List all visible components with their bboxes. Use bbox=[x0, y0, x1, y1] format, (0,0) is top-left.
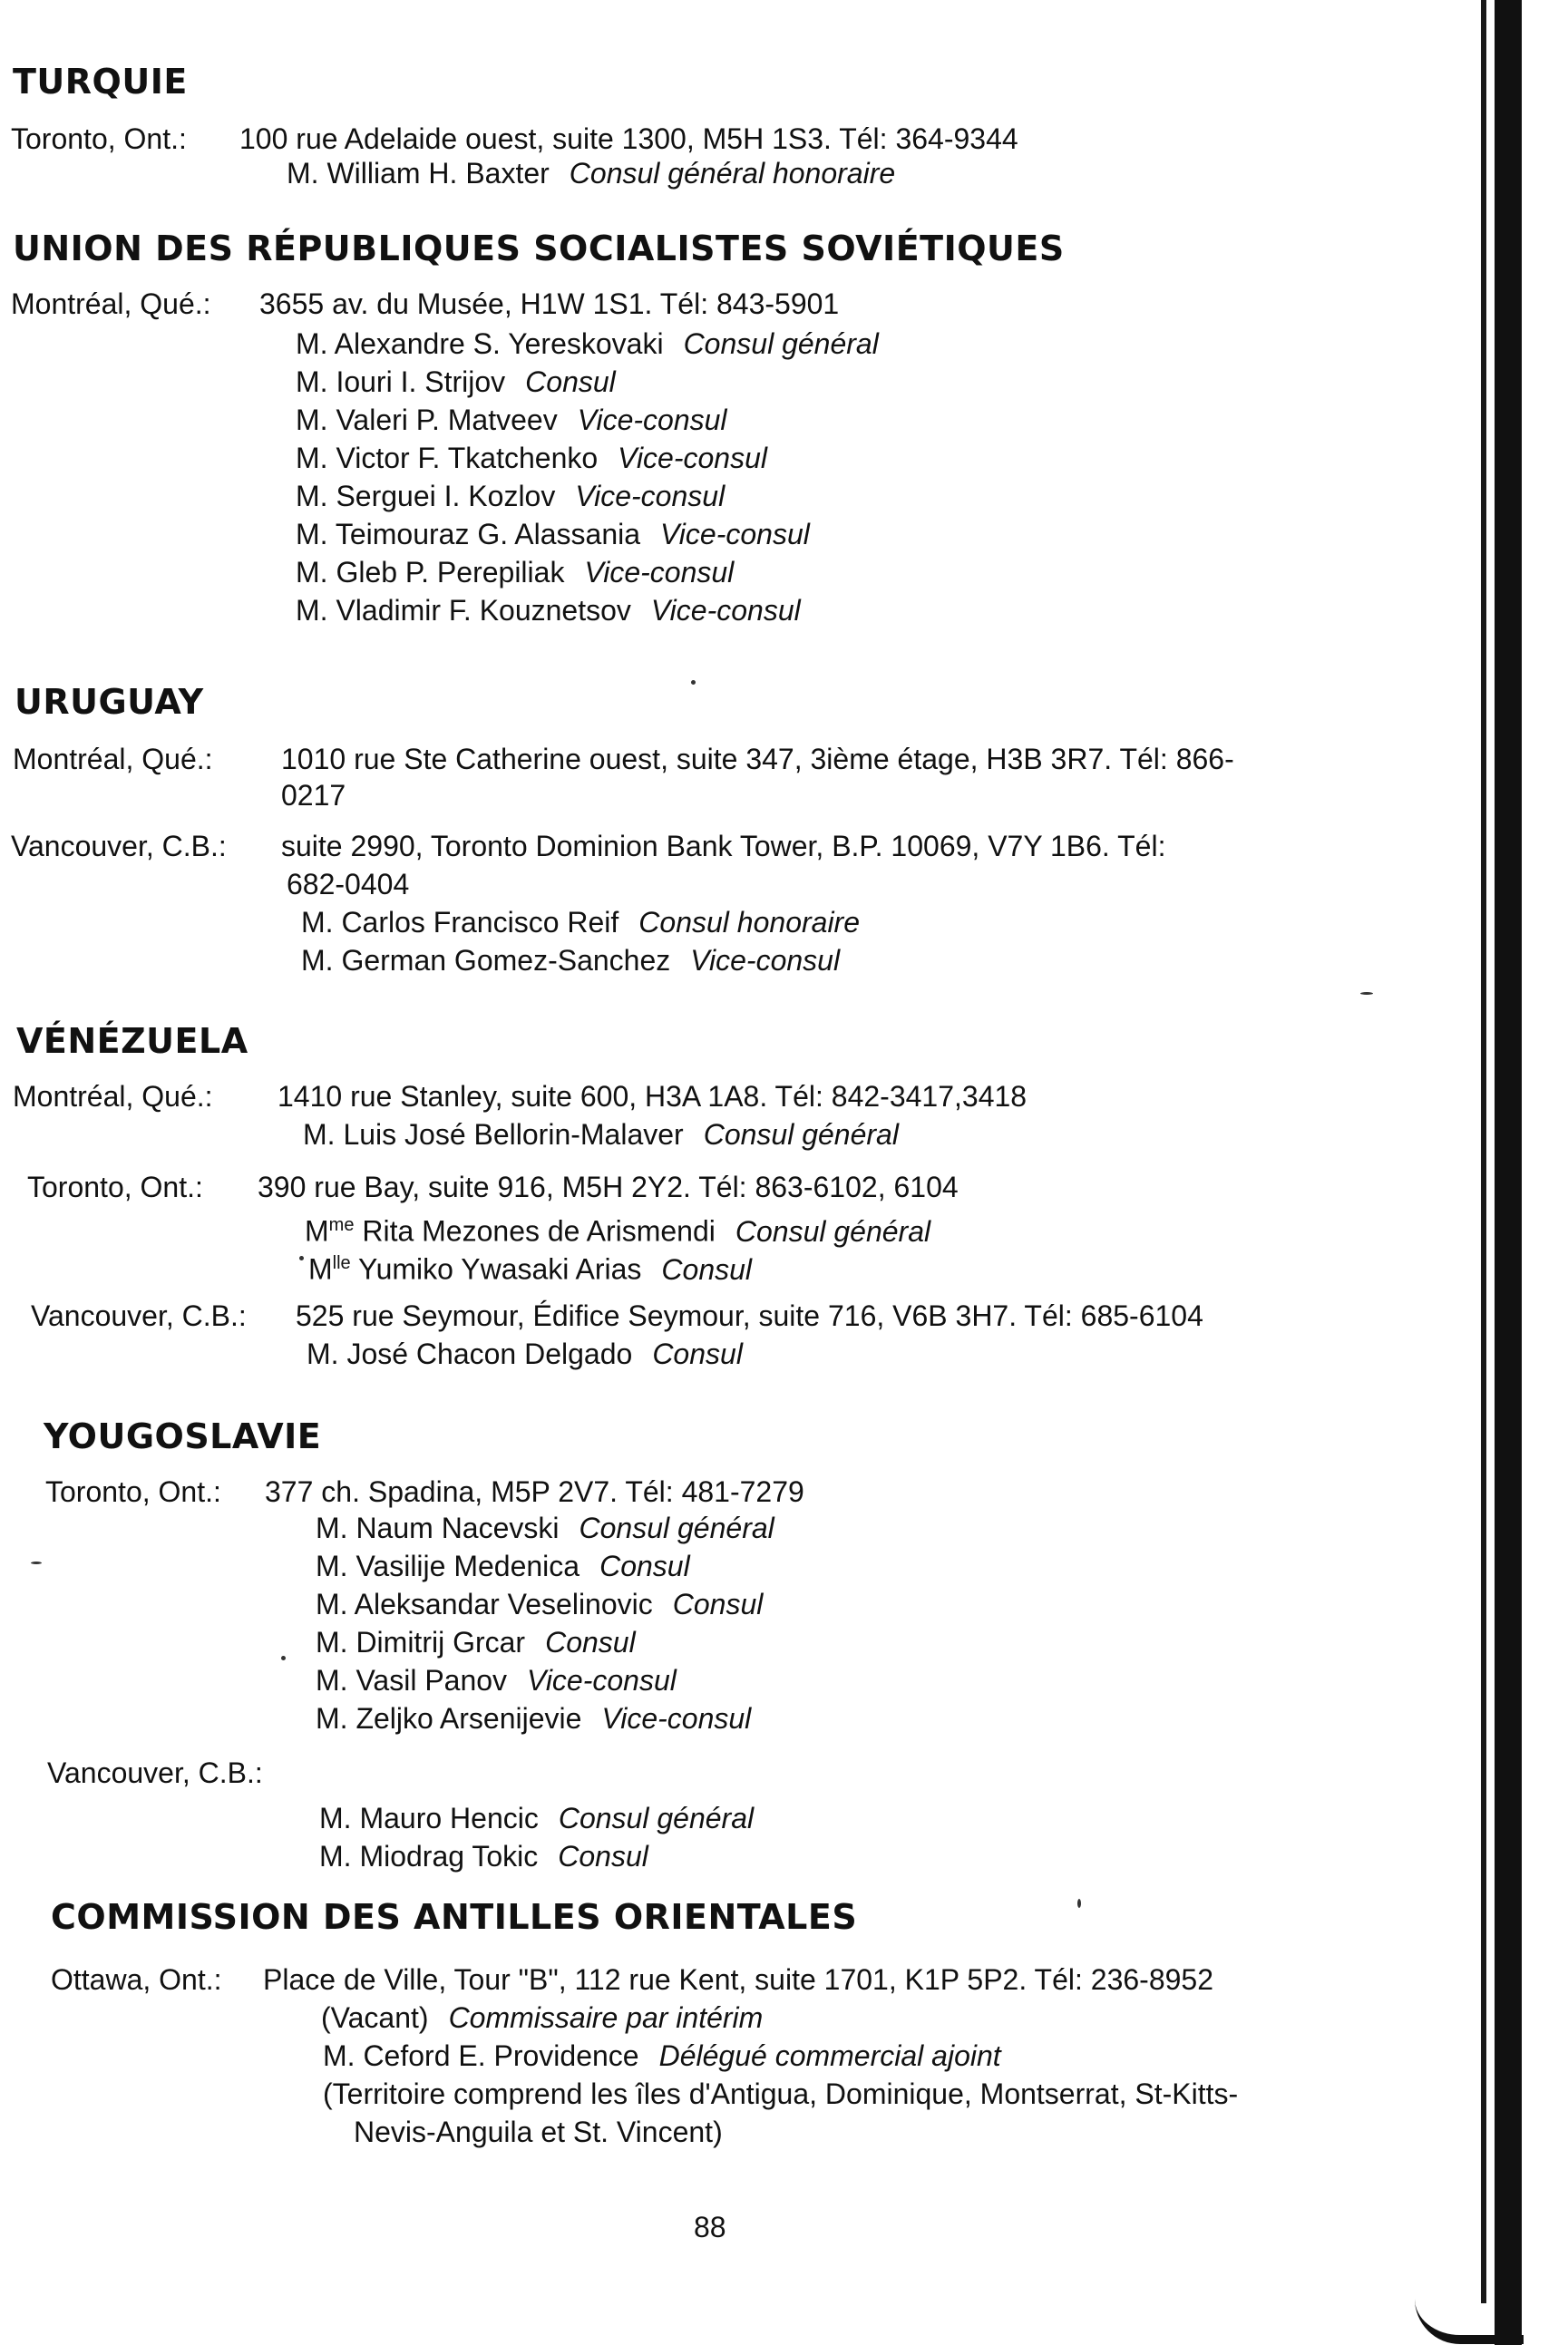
scan-speck bbox=[299, 1256, 304, 1260]
person-entry bbox=[316, 1699, 751, 1737]
person-name: M. Alexandre S. Yereskovaki bbox=[296, 327, 664, 360]
binding-edge-shadow bbox=[1495, 0, 1522, 2345]
person-title: Consul général bbox=[735, 1214, 931, 1248]
person-title: Vice-consul bbox=[584, 556, 735, 589]
person-entry bbox=[296, 477, 725, 515]
scan-speck bbox=[281, 1656, 286, 1660]
office-address: 390 rue Bay, suite 916, M5H 2Y2. Tél: 863-6102, 6104 bbox=[258, 1171, 959, 1203]
office-line bbox=[13, 740, 1464, 778]
office-line bbox=[47, 1754, 591, 1792]
person-title: Vice-consul bbox=[650, 594, 801, 627]
person-entry bbox=[296, 439, 767, 477]
person-name: M. José Chacon Delgado bbox=[307, 1338, 633, 1370]
person-title: Vice-consul bbox=[527, 1664, 677, 1697]
office-city: Montréal, Qué.: bbox=[13, 743, 213, 775]
person-title: Consul général bbox=[579, 1512, 774, 1544]
person-title: Consul général bbox=[683, 327, 879, 360]
office-city: Montréal, Qué.: bbox=[11, 287, 211, 320]
office-address: suite 2990, Toronto Dominion Bank Tower, B.P. 10069, V7Y 1B6. Tél: bbox=[281, 830, 1166, 862]
person-title: Consul général bbox=[558, 1802, 755, 1834]
person-entry bbox=[319, 1799, 754, 1837]
scan-speck bbox=[1077, 1899, 1081, 1908]
person-entry bbox=[296, 553, 734, 591]
office-address: 1010 rue Ste Catherine ouest, suite 347, 3ième étage, H3B 3R7. Tél: 866- bbox=[281, 743, 1234, 775]
office-line bbox=[11, 120, 1462, 158]
person-entry bbox=[301, 941, 840, 979]
person-prefix-sup: lle bbox=[332, 1253, 351, 1273]
office-address: 3655 av. du Musée, H1W 1S1. Tél: 843-5901 bbox=[259, 287, 840, 320]
person-title: Consul bbox=[525, 365, 616, 398]
office-city: Toronto, Ont.: bbox=[27, 1171, 203, 1203]
person-entry bbox=[316, 1661, 677, 1699]
office-city: Toronto, Ont.: bbox=[11, 122, 187, 155]
person-prefix: M bbox=[305, 1214, 329, 1248]
person-title: Vice-consul bbox=[577, 404, 727, 436]
country-heading: YOUGOSLAVIE bbox=[44, 1416, 322, 1456]
person-entry bbox=[296, 363, 616, 401]
person-entry bbox=[319, 1837, 648, 1875]
scan-speck bbox=[31, 1562, 42, 1564]
person-title: Vice-consul bbox=[601, 1702, 752, 1735]
person-name: M. Zeljko Arsenijevie bbox=[316, 1702, 582, 1735]
binding-edge-line bbox=[1481, 0, 1486, 2303]
person-entry bbox=[321, 1999, 763, 2037]
person-title: Consul bbox=[672, 1588, 764, 1620]
office-line bbox=[51, 1961, 1502, 1999]
person-name: M. Mauro Hencic bbox=[319, 1802, 539, 1834]
office-city: Toronto, Ont.: bbox=[45, 1475, 221, 1508]
person-name: M. Iouri I. Strijov bbox=[296, 365, 506, 398]
person-title: Vice-consul bbox=[660, 518, 810, 550]
country-heading: VÉNÉZUELA bbox=[16, 1021, 248, 1061]
person-title: Consul bbox=[661, 1252, 753, 1286]
scan-speck bbox=[1360, 992, 1373, 995]
person-name: M. Vasilije Medenica bbox=[316, 1550, 580, 1582]
office-line bbox=[13, 1077, 1464, 1115]
person-entry bbox=[307, 1335, 743, 1373]
person-name: M. Vladimir F. Kouznetsov bbox=[296, 594, 631, 627]
country-heading: URUGUAY bbox=[15, 682, 204, 722]
person-name: M. William H. Baxter bbox=[287, 157, 550, 190]
scan-speck bbox=[691, 680, 696, 685]
office-city: Vancouver, C.B.: bbox=[11, 830, 227, 862]
office-city: Montréal, Qué.: bbox=[13, 1080, 213, 1113]
person-name: M. Ceford E. Providence bbox=[323, 2039, 639, 2072]
person-title: Vice-consul bbox=[690, 944, 841, 977]
person-name: Rita Mezones de Arismendi bbox=[354, 1214, 716, 1248]
person-title: Vice-consul bbox=[618, 442, 767, 474]
person-name: M. Gleb P. Perepiliak bbox=[296, 556, 565, 589]
person-entry bbox=[316, 1547, 690, 1585]
person-name: M. Valeri P. Matveev bbox=[296, 404, 558, 436]
person-entry bbox=[287, 154, 895, 192]
office-city: Vancouver, C.B.: bbox=[47, 1756, 263, 1789]
person-title: Vice-consul bbox=[575, 480, 726, 512]
person-title: Consul bbox=[558, 1840, 648, 1873]
person-title: Commissaire par intérim bbox=[448, 2001, 764, 2034]
person-title: Consul bbox=[652, 1338, 743, 1370]
office-address-continued: 0217 bbox=[281, 779, 346, 812]
office-city: Vancouver, C.B.: bbox=[31, 1299, 247, 1332]
office-line bbox=[45, 1473, 1496, 1511]
country-heading: UNION DES RÉPUBLIQUES SOCIALISTES SOVIÉTIQUES bbox=[13, 229, 1065, 268]
person-entry bbox=[316, 1509, 774, 1547]
person-entry bbox=[296, 591, 801, 629]
office-address: 377 ch. Spadina, M5P 2V7. Tél: 481-7279 bbox=[265, 1475, 804, 1508]
office-address: 100 rue Adelaide ouest, suite 1300, M5H 1S3. Tél: 364-9344 bbox=[239, 122, 1018, 155]
person-prefix: M bbox=[308, 1252, 333, 1286]
person-entry bbox=[323, 2037, 1001, 2075]
office-address: Place de Ville, Tour "B", 112 rue Kent, suite 1701, K1P 5P2. Tél: 236-8952 bbox=[263, 1963, 1214, 1996]
person-name: M. Serguei I. Kozlov bbox=[296, 480, 556, 512]
person-entry bbox=[301, 903, 860, 941]
person-entry bbox=[296, 515, 810, 553]
office-line bbox=[27, 1168, 1478, 1206]
office-address: 1410 rue Stanley, suite 600, H3A 1A8. Tél: 842-3417,3418 bbox=[278, 1080, 1027, 1113]
person-name: M. Victor F. Tkatchenko bbox=[296, 442, 599, 474]
person-name: Yumiko Ywasaki Arias bbox=[350, 1252, 642, 1286]
person-entry bbox=[316, 1623, 636, 1661]
person-name: (Vacant) bbox=[321, 2001, 429, 2034]
person-title: Consul bbox=[545, 1626, 636, 1659]
office-line bbox=[31, 1297, 1482, 1335]
person-title: Consul général honoraire bbox=[569, 157, 896, 190]
country-heading: TURQUIE bbox=[13, 62, 188, 102]
person-entry bbox=[296, 325, 879, 363]
person-name: M. Naum Nacevski bbox=[316, 1512, 560, 1544]
office-address: 525 rue Seymour, Édifice Seymour, suite 716, V6B 3H7. Tél: 685-6104 bbox=[296, 1299, 1203, 1332]
person-name: M. Luis José Bellorin-Malaver bbox=[303, 1118, 684, 1151]
country-heading: COMMISSION DES ANTILLES ORIENTALES bbox=[51, 1897, 858, 1937]
office-line bbox=[11, 827, 1462, 865]
person-title: Consul honoraire bbox=[638, 906, 860, 939]
binding-edge-curl bbox=[1415, 2299, 1524, 2344]
person-entry bbox=[316, 1585, 763, 1623]
office-city: Ottawa, Ont.: bbox=[51, 1963, 222, 1996]
person-title: Délégué commercial ajoint bbox=[658, 2039, 1001, 2072]
office-address-continued: 682-0404 bbox=[287, 868, 410, 900]
person-title: Consul général bbox=[703, 1118, 899, 1151]
person-name: M. Dimitrij Grcar bbox=[316, 1626, 526, 1659]
person-name: M. Teimouraz G. Alassania bbox=[296, 518, 641, 550]
person-name: M. Carlos Francisco Reif bbox=[301, 906, 619, 939]
person-name: M. German Gomez-Sanchez bbox=[301, 944, 671, 977]
territory-note: Nevis-Anguila et St. Vincent) bbox=[354, 2116, 723, 2148]
page-number: 88 bbox=[694, 2211, 726, 2243]
office-line bbox=[11, 285, 1462, 323]
person-prefix-sup: me bbox=[328, 1215, 355, 1235]
person-name: M. Aleksandar Veselinovic bbox=[316, 1588, 653, 1620]
person-entry bbox=[308, 1244, 752, 1289]
territory-note: (Territoire comprend les îles d'Antigua, Dominique, Montserrat, St-Kitts- bbox=[323, 2077, 1239, 2110]
person-entry bbox=[296, 401, 727, 439]
person-name: M. Vasil Panov bbox=[316, 1664, 508, 1697]
person-name: M. Miodrag Tokic bbox=[319, 1840, 539, 1873]
person-entry bbox=[303, 1115, 899, 1153]
person-title: Consul bbox=[599, 1550, 690, 1582]
